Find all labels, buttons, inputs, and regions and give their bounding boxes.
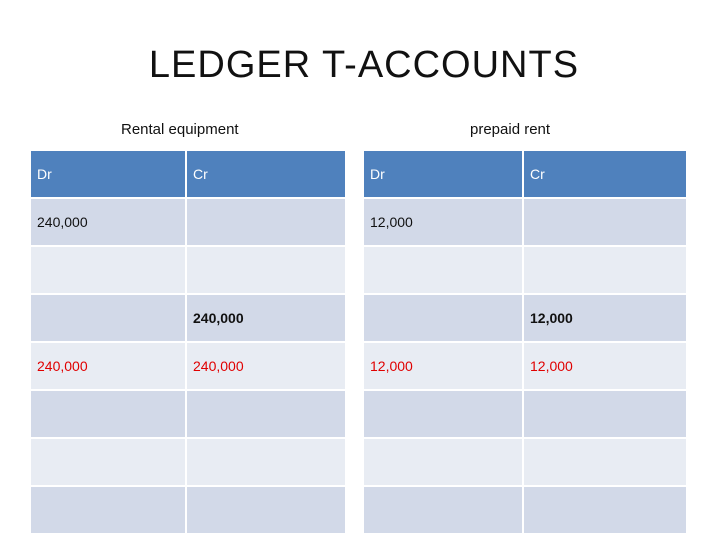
debit-cell [364, 295, 522, 341]
debit-cell [31, 487, 185, 533]
t-account-rental-equipment [29, 149, 347, 535]
credit-cell [524, 199, 686, 245]
credit-total-cell: 240,000 [187, 343, 345, 389]
table-row [31, 199, 345, 245]
credit-cell [187, 439, 345, 485]
credit-cell [187, 247, 345, 293]
credit-cell [187, 391, 345, 437]
table-row [31, 439, 345, 485]
credit-header: Cr [524, 151, 686, 197]
debit-cell [364, 391, 522, 437]
debit-cell [364, 439, 522, 485]
debit-cell [31, 247, 185, 293]
account-label-prepaid-rent: prepaid rent [470, 121, 551, 138]
credit-cell [524, 247, 686, 293]
table-header-row [31, 151, 345, 197]
table-header-row [364, 151, 686, 197]
account-label-rental-equipment: Rental equipment [121, 121, 239, 138]
table-row [364, 295, 686, 341]
debit-header: Dr [364, 151, 522, 197]
debit-total-cell: 240,000 [31, 343, 185, 389]
t-account-prepaid-rent [362, 149, 688, 535]
debit-cell [31, 439, 185, 485]
credit-cell [524, 439, 686, 485]
table-row-totals [31, 343, 345, 389]
credit-cell [524, 391, 686, 437]
table-row [31, 295, 345, 341]
debit-cell: 240,000 [31, 199, 185, 245]
credit-cell [187, 487, 345, 533]
credit-cell [524, 487, 686, 533]
credit-balance-cell: 12,000 [524, 295, 686, 341]
debit-cell: 12,000 [364, 199, 522, 245]
table-row [364, 439, 686, 485]
table-row [31, 487, 345, 533]
table-row [364, 391, 686, 437]
table-row [364, 247, 686, 293]
debit-cell [31, 295, 185, 341]
table-row [364, 487, 686, 533]
credit-header: Cr [187, 151, 345, 197]
table-row [31, 391, 345, 437]
debit-header: Dr [31, 151, 185, 197]
credit-total-cell: 12,000 [524, 343, 686, 389]
table-row [31, 247, 345, 293]
table-row-totals [364, 343, 686, 389]
debit-cell [364, 247, 522, 293]
credit-balance-cell: 240,000 [187, 295, 345, 341]
debit-cell [364, 487, 522, 533]
page-title: LEDGER T-ACCOUNTS [148, 44, 580, 86]
credit-cell [187, 199, 345, 245]
table-row [364, 199, 686, 245]
debit-cell [31, 391, 185, 437]
debit-total-cell: 12,000 [364, 343, 522, 389]
